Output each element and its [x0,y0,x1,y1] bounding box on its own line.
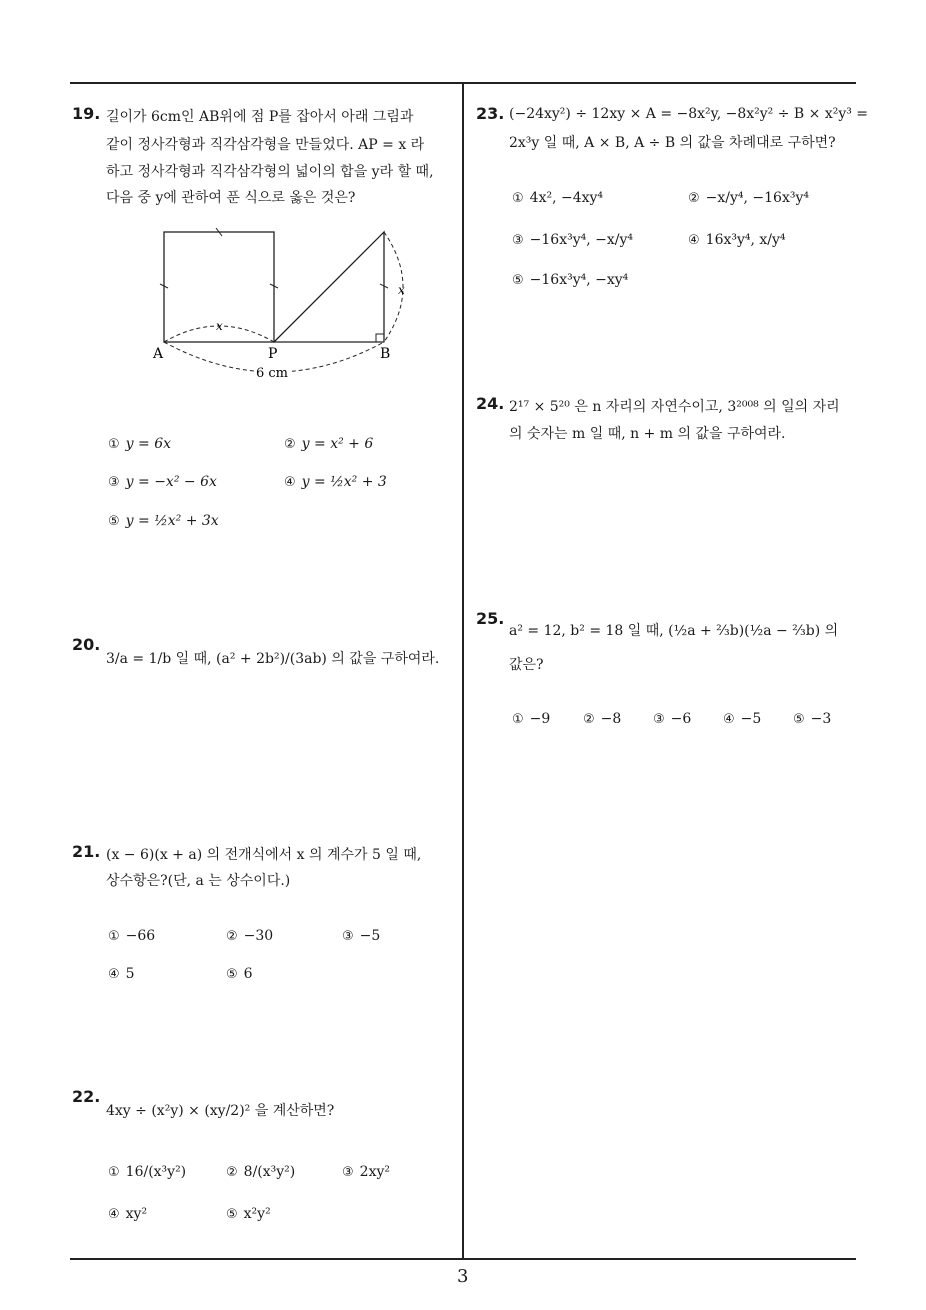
q20-number: 20. [72,635,101,654]
q25-option-5[interactable]: ⑤ −3 [793,711,832,727]
label-A: A [153,346,164,362]
q23-option-4[interactable]: ④ 16x³y⁴, x/y⁴ [688,232,786,248]
q24-number: 24. [476,394,505,413]
q19-number: 19. [72,104,101,123]
q19-line-3: 하고 정사각형과 직각삼각형의 넓이의 합을 y라 할 때, [106,164,434,180]
q25-option-2[interactable]: ② −8 [583,711,622,727]
q21-option-4[interactable]: ④ 5 [108,966,135,982]
page-number: 3 [457,1266,469,1287]
q19-option-1[interactable]: ① y = 6x [108,436,171,452]
label-x-side: x [398,283,405,297]
triangle-shape [274,232,384,342]
q21-option-5[interactable]: ⑤ 6 [226,966,253,982]
q23-number: 23. [476,104,505,123]
q22-option-3[interactable]: ③ 2xy² [342,1164,390,1180]
label-B: B [380,346,391,362]
column-divider [462,82,464,1259]
q23-option-1[interactable]: ① 4x², −4xy⁴ [512,190,604,206]
q25-option-4[interactable]: ④ −5 [723,711,762,727]
q25-number: 25. [476,609,505,628]
q19-line-2: 같이 정사각형과 직각삼각형을 만들었다. AP = x 라 [106,137,425,153]
q21-option-3[interactable]: ③ −5 [342,928,381,944]
q22-option-1[interactable]: ① 16/(x³y²) [108,1164,187,1180]
q19-figure [150,222,420,382]
q22-option-4[interactable]: ④ xy² [108,1206,148,1222]
q21-line-1: (x − 6)(x + a) 의 전개식에서 x 의 계수가 5 일 때, [106,847,422,863]
q19-option-4[interactable]: ④ y = ½x² + 3 [284,474,387,490]
q23-line-1: (−24xy²) ÷ 12xy × A = −8x²y, −8x²y² ÷ B × x²y³ = [509,106,869,122]
q21-option-2[interactable]: ② −30 [226,928,274,944]
q21-option-1[interactable]: ① −66 [108,928,156,944]
q21-number: 21. [72,842,101,861]
q19-option-2[interactable]: ② y = x² + 6 [284,436,374,452]
label-x-bottom: x [216,319,223,333]
q25-option-3[interactable]: ③ −6 [653,711,692,727]
q24-line-1: 2¹⁷ × 5²⁰ 은 n 자리의 자연수이고, 3²⁰⁰⁸ 의 일의 자리 [509,399,840,415]
q23-line-2: 2x³y 일 때, A × B, A ÷ B 의 값을 차례대로 구하면? [509,135,836,151]
q20-text: 3/a = 1/b 일 때, (a² + 2b²)/(3ab) 의 값을 구하여라. [106,651,440,667]
q23-option-5[interactable]: ⑤ −16x³y⁴, −xy⁴ [512,272,629,288]
q19-option-5[interactable]: ⑤ y = ½x² + 3x [108,513,219,529]
q19-line-4: 다음 중 y에 관하여 푼 식으로 옳은 것은? [106,190,356,206]
q19-option-3[interactable]: ③ y = −x² − 6x [108,474,217,490]
q25-line-2: 값은? [509,657,544,673]
q25-line-1: a² = 12, b² = 18 일 때, (½a + ⅔b)(½a − ⅔b) 의 [509,623,839,639]
q24-line-2: 의 숫자는 m 일 때, n + m 의 값을 구하여라. [509,426,786,442]
q22-text: 4xy ÷ (x²y) × (xy/2)² 을 계산하면? [106,1103,335,1119]
q22-option-2[interactable]: ② 8/(x³y²) [226,1164,296,1180]
label-P: P [268,346,278,362]
q19-line-1: 길이가 6cm인 AB위에 점 P를 잡아서 아래 그림과 [106,109,414,125]
label-6cm: 6 cm [256,366,289,381]
q25-option-1[interactable]: ① −9 [512,711,551,727]
q21-line-2: 상수항은?(단, a 는 상수이다.) [106,873,291,889]
q23-option-2[interactable]: ② −x/y⁴, −16x³y⁴ [688,190,809,206]
q22-number: 22. [72,1087,101,1106]
q23-option-3[interactable]: ③ −16x³y⁴, −x/y⁴ [512,232,633,248]
q22-option-5[interactable]: ⑤ x²y² [226,1206,271,1222]
